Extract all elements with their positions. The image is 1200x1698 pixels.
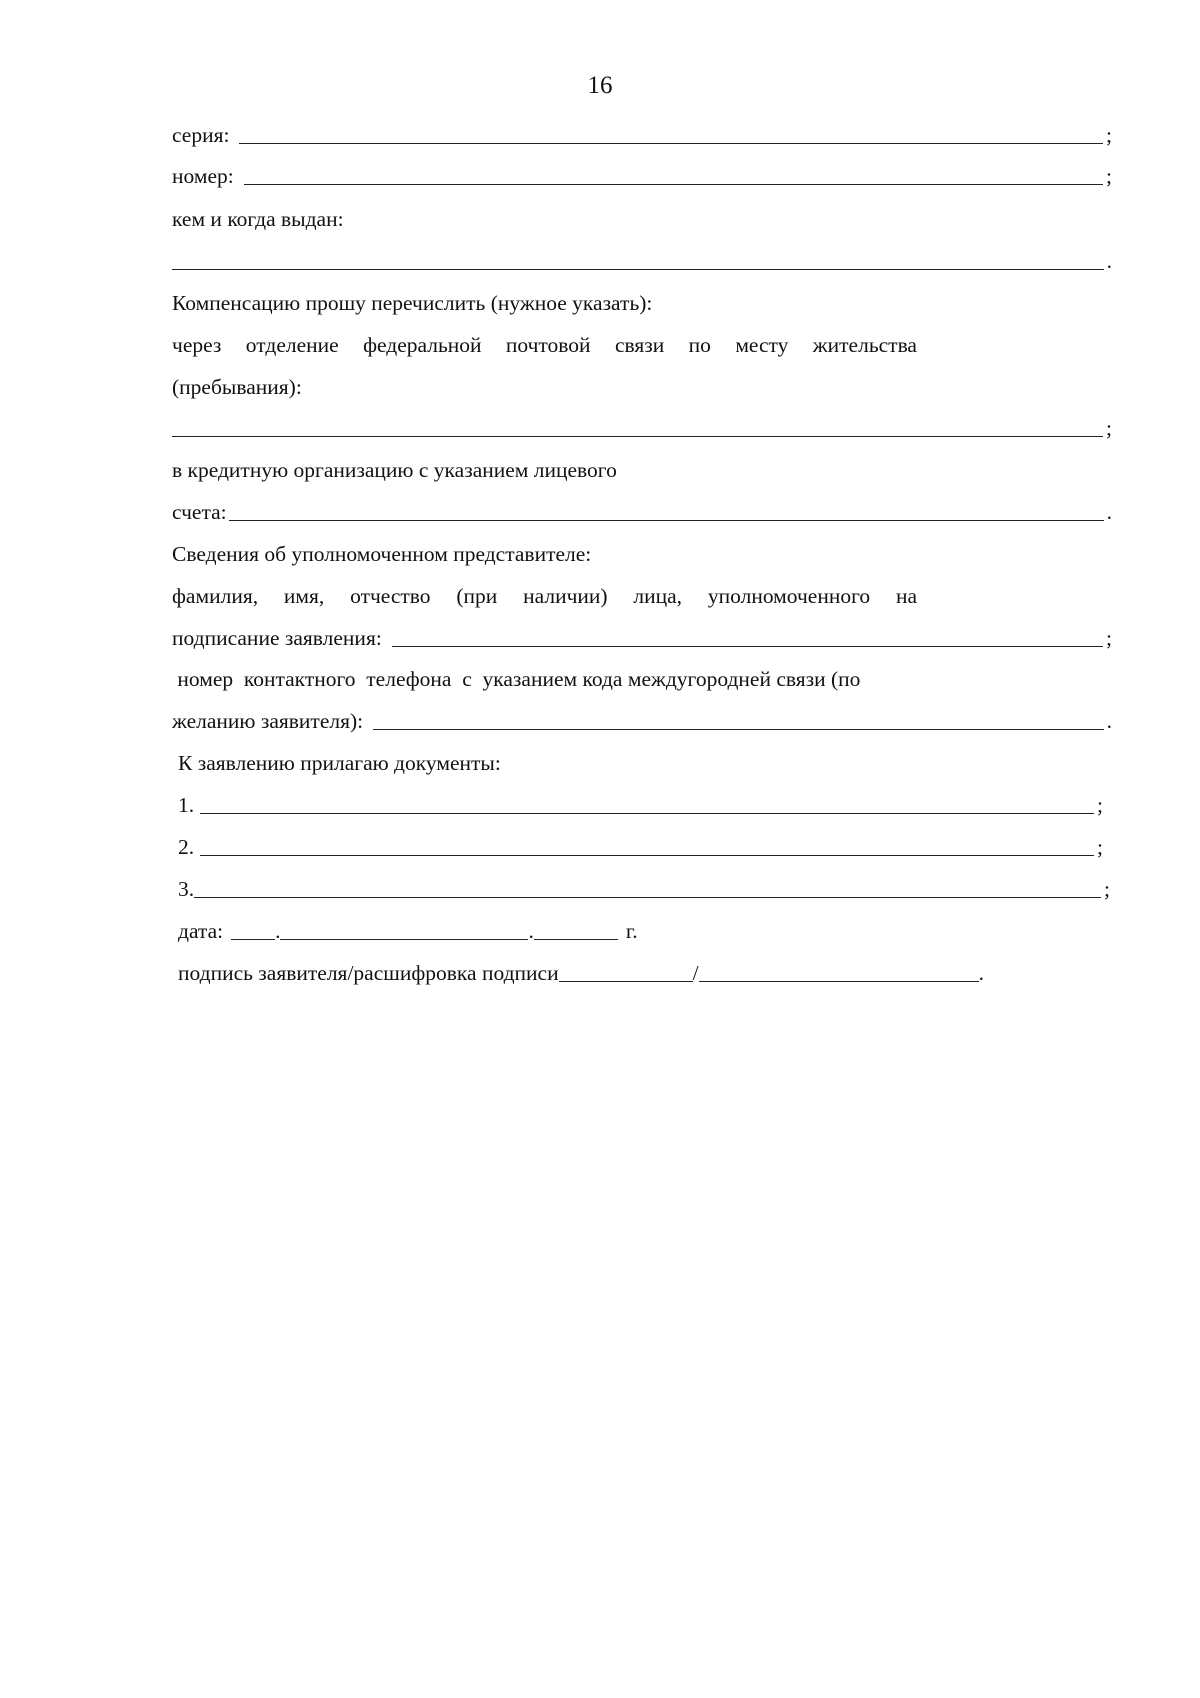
attachment-field-2[interactable] (200, 854, 1094, 856)
period: . (1106, 709, 1112, 733)
post-office-line-2: (пребывания): (172, 375, 302, 399)
representative-name-row (172, 625, 1112, 651)
date-month-field[interactable] (280, 938, 528, 940)
signature-decoding-field[interactable] (699, 980, 979, 982)
semicolon: ; (1106, 123, 1112, 147)
series-row (172, 122, 1112, 148)
issued-field[interactable] (172, 268, 1104, 270)
page-number: 16 (587, 72, 613, 99)
number-row (172, 163, 1112, 189)
bank-account-row (172, 499, 1112, 525)
representative-name-label: подписание заявления: (172, 626, 382, 650)
attachment-item: 2. ; (178, 835, 1103, 859)
post-office-line: через отделение федеральной почтовой связи по месту жительства (172, 333, 917, 357)
post-office-field[interactable] (172, 435, 1103, 437)
attachment-item: 3. ; (178, 877, 1110, 901)
period: . (1106, 249, 1112, 273)
year-suffix: г. (625, 919, 638, 943)
issued-label-row (172, 206, 344, 232)
compensation-heading: Компенсацию прошу перечислить (нужное указать): (172, 291, 653, 315)
bank-account-field[interactable] (229, 519, 1104, 521)
date-day-field[interactable] (231, 938, 275, 940)
signature-field[interactable] (559, 980, 693, 982)
signature-label: подпись заявителя/расшифровка подписи (178, 961, 559, 985)
date-year-field[interactable] (534, 938, 618, 940)
semicolon: ; (1106, 164, 1112, 188)
phone-row (172, 708, 1112, 734)
number-label: номер: (172, 164, 234, 188)
series-field[interactable] (239, 142, 1103, 144)
date-label: дата: (178, 919, 224, 943)
semicolon: ; (1104, 877, 1110, 901)
representative-heading: Сведения об уполномоченном представителе: (172, 542, 592, 566)
series-label: серия: (172, 123, 230, 147)
semicolon: ; (1106, 416, 1112, 440)
attachment-field-3[interactable] (194, 896, 1101, 898)
phone-line-1: номер контактного телефона с указанием кода междугородней связи (по (172, 667, 861, 691)
period: . (1106, 500, 1112, 524)
attachment-item: 1. ; (178, 793, 1103, 817)
issued-field-row (172, 248, 1112, 274)
issued-label: кем и когда выдан: (172, 207, 344, 231)
date-row: дата: . . г. (178, 919, 638, 943)
phone-label: желанию заявителя): (172, 709, 364, 733)
semicolon: ; (1106, 626, 1112, 650)
representative-name-line: фамилия, имя, отчество (при наличии) лица, уполномоченного на (172, 584, 917, 608)
attachments-heading: К заявлению прилагаю документы: (178, 751, 501, 775)
attachment-field-1[interactable] (200, 812, 1094, 814)
phone-field[interactable] (373, 728, 1104, 730)
semicolon: ; (1097, 793, 1103, 817)
post-office-field-row (172, 415, 1112, 441)
semicolon: ; (1097, 835, 1103, 859)
signature-row: подпись заявителя/расшифровка подписи / . (178, 961, 984, 985)
representative-name-field[interactable] (392, 645, 1103, 647)
bank-account-label: счета: (172, 500, 227, 524)
period: . (978, 961, 984, 985)
bank-line-1: в кредитную организацию с указанием лицевого (172, 458, 617, 482)
number-field[interactable] (244, 183, 1103, 185)
